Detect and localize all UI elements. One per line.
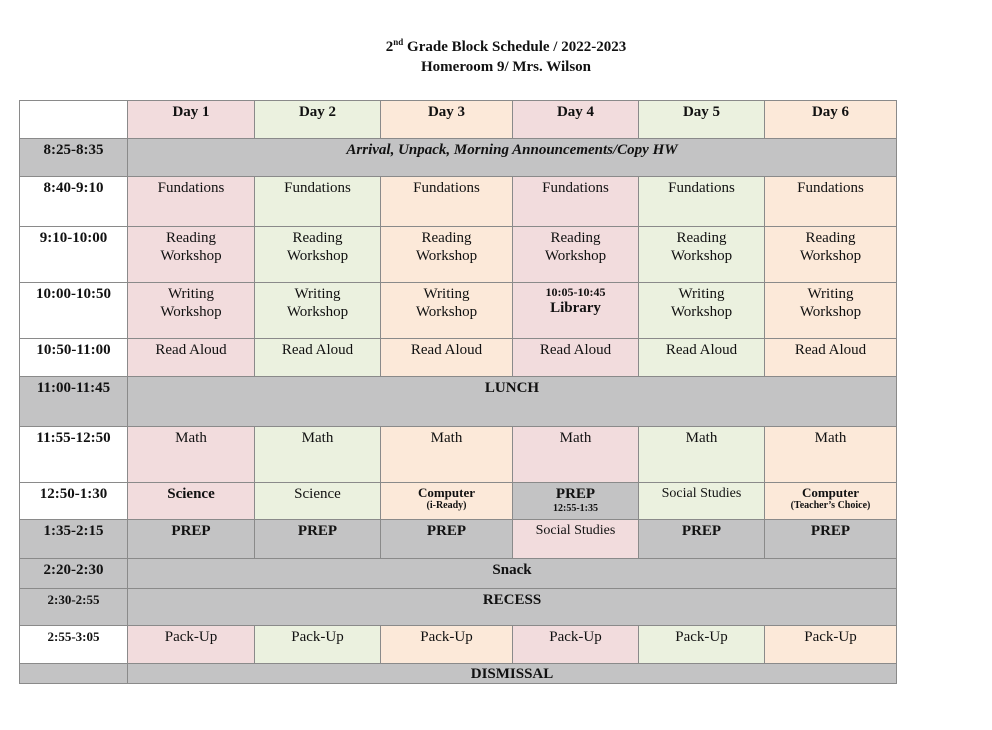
schedule-row bbox=[20, 559, 897, 589]
prep-cell: PREP bbox=[765, 520, 897, 559]
class-cell: Math bbox=[381, 427, 513, 483]
time-cell: 10:50-11:00 bbox=[20, 339, 128, 377]
arrival-block: Arrival, Unpack, Morning Announcements/Copy HW bbox=[128, 139, 897, 177]
schedule-row bbox=[20, 626, 897, 664]
recess-block: RECESS bbox=[128, 589, 897, 626]
day-header: Day 5 bbox=[639, 101, 765, 139]
class-cell: Math bbox=[255, 427, 381, 483]
class-cell: Math bbox=[513, 427, 639, 483]
day-header: Day 3 bbox=[381, 101, 513, 139]
time-cell: 2:20-2:30 bbox=[20, 559, 128, 589]
time-cell: 11:55-12:50 bbox=[20, 427, 128, 483]
time-cell: 9:10-10:00 bbox=[20, 227, 128, 283]
class-cell: Read Aloud bbox=[255, 339, 381, 377]
day-header: Day 4 bbox=[513, 101, 639, 139]
class-cell: Pack-Up bbox=[128, 626, 255, 664]
computer-cell: Computer (i-Ready) bbox=[381, 483, 513, 520]
library-cell: 10:05-10:45 Library bbox=[513, 283, 639, 339]
schedule-row bbox=[20, 283, 897, 339]
class-cell: Reading Workshop bbox=[128, 227, 255, 283]
schedule-row bbox=[20, 589, 897, 626]
class-cell: Reading Workshop bbox=[639, 227, 765, 283]
lunch-block: LUNCH bbox=[128, 377, 897, 427]
schedule-row bbox=[20, 377, 897, 427]
class-cell: Reading Workshop bbox=[381, 227, 513, 283]
dismissal-block: DISMISSAL bbox=[128, 664, 897, 684]
schedule-table bbox=[19, 100, 897, 684]
time-cell: 11:00-11:45 bbox=[20, 377, 128, 427]
time-cell bbox=[20, 664, 128, 684]
prep-cell: PREP 12:55-1:35 bbox=[513, 483, 639, 520]
time-cell: 12:50-1:30 bbox=[20, 483, 128, 520]
schedule-row bbox=[20, 139, 897, 177]
time-cell: 8:40-9:10 bbox=[20, 177, 128, 227]
schedule-subtitle: Homeroom 9/ Mrs. Wilson bbox=[421, 59, 591, 75]
class-cell: Fundations bbox=[639, 177, 765, 227]
time-cell: 1:35-2:15 bbox=[20, 520, 128, 559]
class-cell: Read Aloud bbox=[381, 339, 513, 377]
time-cell: 8:25-8:35 bbox=[20, 139, 128, 177]
class-cell: Science bbox=[128, 483, 255, 520]
class-cell: Pack-Up bbox=[255, 626, 381, 664]
snack-block: Snack bbox=[128, 559, 897, 589]
class-cell: Social Studies bbox=[513, 520, 639, 559]
day-header: Day 1 bbox=[128, 101, 255, 139]
time-cell: 2:30-2:55 bbox=[20, 589, 128, 626]
schedule-row bbox=[20, 427, 897, 483]
class-cell: Reading Workshop bbox=[255, 227, 381, 283]
prep-cell: PREP bbox=[639, 520, 765, 559]
prep-cell: PREP bbox=[255, 520, 381, 559]
day-header: Day 6 bbox=[765, 101, 897, 139]
class-cell: Reading Workshop bbox=[513, 227, 639, 283]
class-cell: Pack-Up bbox=[639, 626, 765, 664]
prep-cell: PREP bbox=[128, 520, 255, 559]
class-cell: Writing Workshop bbox=[255, 283, 381, 339]
schedule-row bbox=[20, 664, 897, 684]
schedule-row bbox=[20, 339, 897, 377]
class-cell: Social Studies bbox=[639, 483, 765, 520]
class-cell: Reading Workshop bbox=[765, 227, 897, 283]
time-cell: 10:00-10:50 bbox=[20, 283, 128, 339]
class-cell: Fundations bbox=[765, 177, 897, 227]
class-cell: Read Aloud bbox=[639, 339, 765, 377]
class-cell: Math bbox=[765, 427, 897, 483]
class-cell: Math bbox=[639, 427, 765, 483]
class-cell: Writing Workshop bbox=[639, 283, 765, 339]
day-header: Day 2 bbox=[255, 101, 381, 139]
schedule-title: 2nd Grade Block Schedule / 2022-2023 bbox=[385, 37, 627, 55]
class-cell: Writing Workshop bbox=[765, 283, 897, 339]
time-cell: 2:55-3:05 bbox=[20, 626, 128, 664]
class-cell: Science bbox=[255, 483, 381, 520]
class-cell: Pack-Up bbox=[513, 626, 639, 664]
class-cell: Fundations bbox=[255, 177, 381, 227]
day-header-row bbox=[20, 101, 897, 139]
prep-cell: PREP bbox=[381, 520, 513, 559]
class-cell: Read Aloud bbox=[765, 339, 897, 377]
schedule-row bbox=[20, 177, 897, 227]
class-cell: Pack-Up bbox=[381, 626, 513, 664]
class-cell: Pack-Up bbox=[765, 626, 897, 664]
class-cell: Writing Workshop bbox=[381, 283, 513, 339]
schedule-row bbox=[20, 227, 897, 283]
schedule-row bbox=[20, 520, 897, 559]
class-cell: Fundations bbox=[513, 177, 639, 227]
class-cell: Read Aloud bbox=[128, 339, 255, 377]
schedule-row bbox=[20, 483, 897, 520]
class-cell: Math bbox=[128, 427, 255, 483]
class-cell: Fundations bbox=[381, 177, 513, 227]
class-cell: Writing Workshop bbox=[128, 283, 255, 339]
corner-cell bbox=[20, 101, 128, 139]
computer-cell: Computer (Teacher’s Choice) bbox=[765, 483, 897, 520]
schedule-header bbox=[0, 37, 992, 77]
class-cell: Fundations bbox=[128, 177, 255, 227]
class-cell: Read Aloud bbox=[513, 339, 639, 377]
